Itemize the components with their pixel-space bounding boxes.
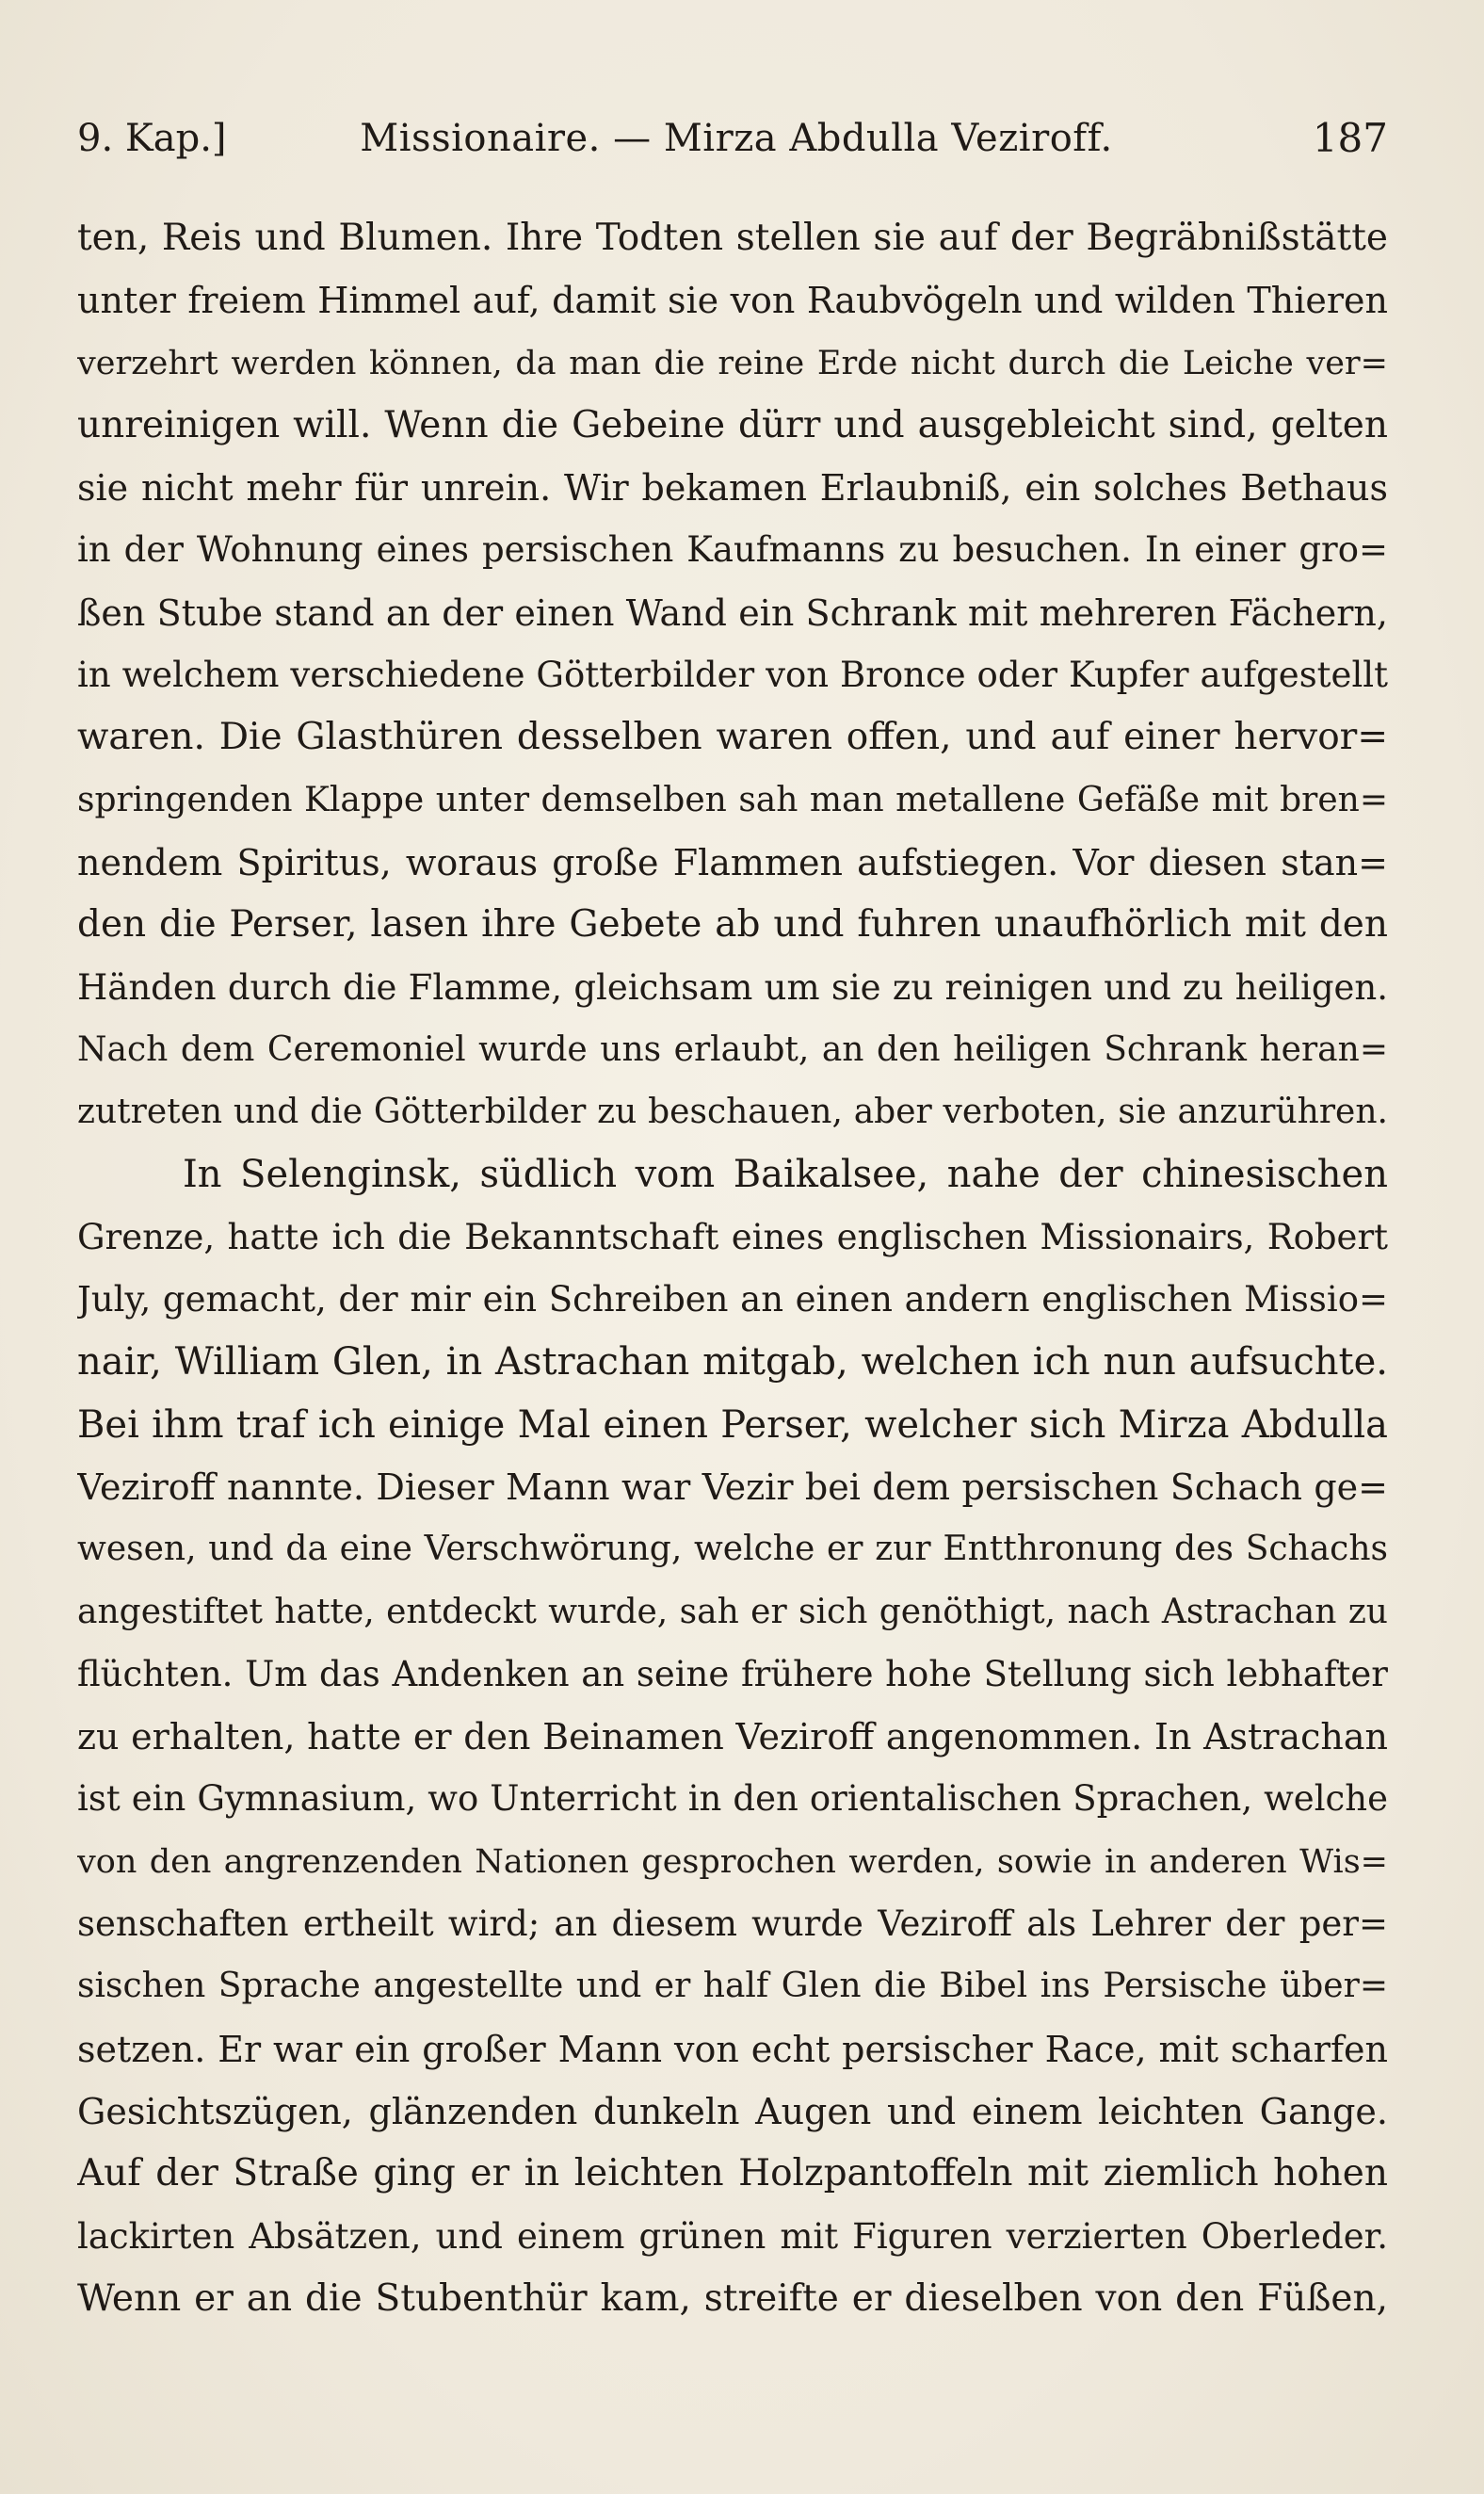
text-line: springenden Klappe unter demselben sah man metallene Gefäße mit bren= xyxy=(77,780,1388,819)
text-line: Nach dem Ceremoniel wurde uns erlaubt, an den heiligen Schrank heran= xyxy=(77,1029,1388,1069)
text-line: senschaften ertheilt wird; an diesem wurde Veziroff als Lehrer der per= xyxy=(77,1903,1388,1945)
chapter-reference: 9. Kap.] xyxy=(77,117,227,160)
text-line: ist ein Gymnasium, wo Unterricht in den orientalischen Sprachen, welche xyxy=(77,1778,1388,1820)
text-line: unreinigen will. Wenn die Gebeine dürr und ausgebleicht sind, gelten xyxy=(77,403,1388,446)
text-line: Gesichtszügen, glänzenden dunkeln Augen und einem leichten Gange. xyxy=(77,2090,1388,2132)
text-line: den die Perser, lasen ihre Gebete ab und fuhren unaufhörlich mit den xyxy=(77,903,1388,947)
text-line: July, gemacht, der mir ein Schreiben an einen andern englischen Missio= xyxy=(77,1279,1388,1320)
text-line: unter freiem Himmel auf, damit sie von Raubvögeln und wilden Thieren xyxy=(77,280,1388,322)
text-line: sischen Sprache angestellte und er half Glen die Bibel ins Persische über= xyxy=(77,1967,1388,2006)
text-line: Grenze, hatte ich die Bekanntschaft eines englischen Missionairs, Robert xyxy=(77,1216,1388,1257)
text-line: ßen Stube stand an der einen Wand ein Schrank mit mehreren Fächern, xyxy=(77,591,1388,634)
text-line: zutreten und die Götterbilder zu beschauen, aber verboten, sie anzurühren. xyxy=(77,1093,1388,1132)
running-title: Missionaire. — Mirza Abdulla Veziroff. xyxy=(360,117,1113,160)
text-line: verzehrt werden können, da man die reine Erde nicht durch die Leiche ver= xyxy=(77,344,1388,382)
text-line: angestiftet hatte, entdeckt wurde, sah er sich genöthigt, nach Astrachan zu xyxy=(77,1592,1388,1631)
text-line: waren. Die Glasthüren desselben waren offen, und auf einer hervor= xyxy=(77,716,1388,759)
text-line: nair, William Glen, in Astrachan mitgab, welchen ich nun aufsuchte. xyxy=(77,1340,1388,1385)
text-line: nendem Spiritus, woraus große Flammen aufstiegen. Vor diesen stan= xyxy=(77,841,1388,883)
text-line: in der Wohnung eines persischen Kaufmanns zu besuchen. In einer gro= xyxy=(77,529,1388,571)
text-line: wesen, und da eine Verschwörung, welche er zur Entthronung des Schachs xyxy=(77,1530,1388,1569)
text-line: Wenn er an die Stubenthür kam, streifte er dieselben von den Füßen, xyxy=(77,2276,1388,2320)
text-line: setzen. Er war ein großer Mann von echt persischer Race, mit scharfen xyxy=(77,2028,1388,2070)
page-number: 187 xyxy=(1312,115,1388,161)
paragraph-start-line: In Selenginsk, südlich vom Baikalsee, nahe der chinesischen xyxy=(183,1153,1388,1197)
body-text xyxy=(77,207,1388,2330)
text-line: ten, Reis und Blumen. Ihre Todten stellen sie auf der Begräbnißstätte xyxy=(77,217,1388,259)
text-line: von den angrenzenden Nationen gesprochen werden, sowie in anderen Wis= xyxy=(77,1842,1388,1881)
text-line: sie nicht mehr für unrein. Wir bekamen Erlaubniß, ein solches Bethaus xyxy=(77,467,1388,510)
text-line: Auf der Straße ging er in leichten Holzpantoffeln mit ziemlich hohen xyxy=(77,2152,1388,2195)
text-line: flüchten. Um das Andenken an seine frühere hohe Stellung sich lebhafter xyxy=(77,1653,1388,1694)
text-line: zu erhalten, hatte er den Beinamen Veziroff angenommen. In Astrachan xyxy=(77,1716,1388,1758)
text-line: Bei ihm traf ich einige Mal einen Perser, welcher sich Mirza Abdulla xyxy=(77,1402,1388,1447)
running-header xyxy=(77,105,1388,171)
text-line: Veziroff nannte. Dieser Mann war Vezir bei dem persischen Schach ge= xyxy=(77,1466,1388,1508)
text-line: in welchem verschiedene Götterbilder von Bronce oder Kupfer aufgestellt xyxy=(77,655,1388,696)
text-line: Händen durch die Flamme, gleichsam um sie zu reinigen und zu heiligen. xyxy=(77,966,1388,1008)
text-line: lackirten Absätzen, und einem grünen mit Figuren verzierten Oberleder. xyxy=(77,2215,1388,2257)
